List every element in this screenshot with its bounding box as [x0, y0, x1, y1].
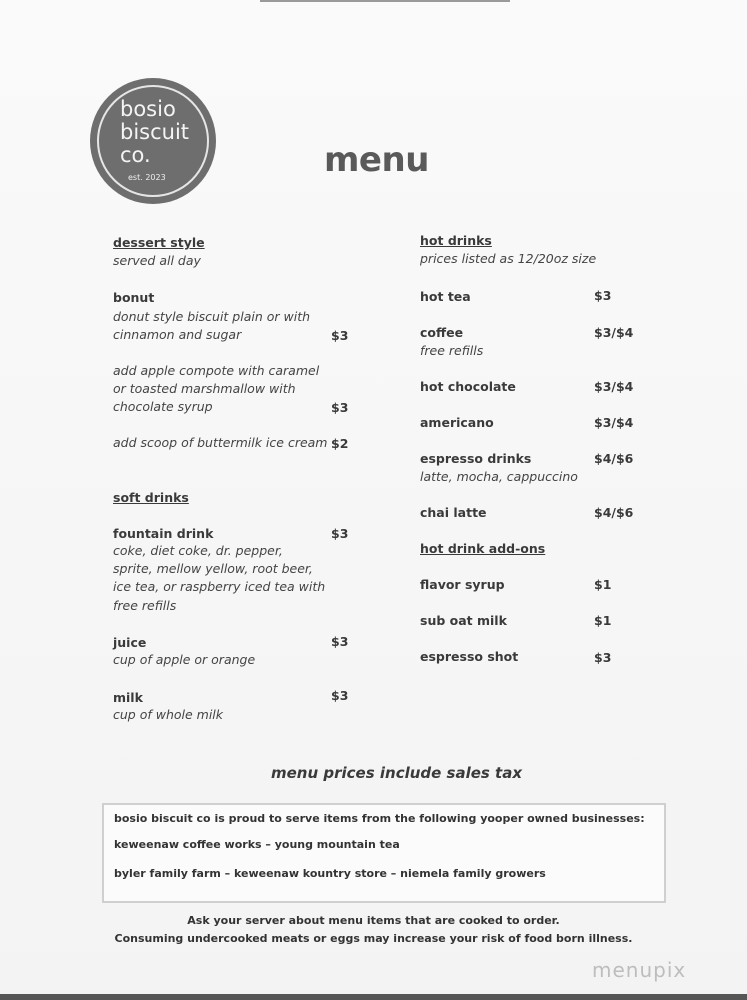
- coffee-price: $3/$4: [594, 325, 634, 340]
- milk-name: milk: [113, 690, 143, 705]
- juice-desc: cup of apple or orange: [113, 652, 256, 667]
- juice-name: juice: [113, 635, 147, 650]
- hot-chocolate-name: hot chocolate: [420, 379, 516, 394]
- soft-drinks-heading: soft drinks: [113, 490, 189, 505]
- hot-drinks-heading: hot drinks: [420, 233, 492, 248]
- americano-price: $3/$4: [594, 415, 634, 430]
- espresso-shot-price: $3: [594, 650, 612, 665]
- fountain-price: $3: [331, 526, 349, 541]
- chai-latte-name: chai latte: [420, 505, 487, 520]
- milk-price: $3: [331, 688, 349, 703]
- box-line-3: byler family farm – keweenaw kountry store – niemela family growers: [114, 867, 546, 880]
- hot-chocolate-price: $3/$4: [594, 379, 634, 394]
- espresso-drinks-price: $4/$6: [594, 451, 634, 466]
- hot-tea-name: hot tea: [420, 289, 471, 304]
- fountain-desc-2: sprite, mellow yellow, root beer,: [113, 561, 313, 576]
- box-line-1: bosio biscuit co is proud to serve items from the following yooper owned businesses:: [114, 812, 645, 825]
- americano-name: americano: [420, 415, 494, 430]
- footer-line-2: Consuming undercooked meats or eggs may increase your risk of food born illness.: [114, 932, 633, 945]
- hot-tea-price: $3: [594, 288, 612, 303]
- bonut-desc-2: cinnamon and sugar: [113, 327, 242, 342]
- scan-edge-bottom: [0, 994, 747, 1000]
- tax-note: menu prices include sales tax: [271, 764, 523, 782]
- box-line-2: keweenaw coffee works – young mountain tea: [114, 838, 400, 851]
- bonut-name: bonut: [113, 290, 155, 305]
- logo-text: bosio biscuit co.: [120, 97, 190, 167]
- flavor-syrup-price: $1: [594, 577, 612, 592]
- chai-latte-price: $4/$6: [594, 505, 634, 520]
- scan-edge-top: [260, 0, 510, 2]
- addon1-price: $3: [331, 400, 349, 415]
- bonut-price: $3: [331, 328, 349, 343]
- menupix-watermark: menupix: [592, 958, 687, 982]
- menu-title: menu: [324, 140, 429, 180]
- local-businesses-box: [102, 803, 666, 903]
- fountain-desc-4: free refills: [113, 598, 177, 613]
- addon1-desc-3: chocolate syrup: [113, 399, 213, 414]
- dessert-heading: dessert style: [113, 235, 205, 250]
- oat-milk-name: sub oat milk: [420, 613, 507, 628]
- addon1-desc-2: or toasted marshmallow with: [113, 381, 296, 396]
- milk-desc: cup of whole milk: [113, 707, 224, 722]
- bonut-desc-1: donut style biscuit plain or with: [113, 309, 311, 324]
- addon2-price: $2: [331, 436, 349, 451]
- fountain-desc-1: coke, diet coke, dr. pepper,: [113, 543, 283, 558]
- fountain-desc-3: ice tea, or raspberry iced tea with: [113, 579, 326, 594]
- coffee-desc: free refills: [420, 343, 484, 358]
- espresso-drinks-desc: latte, mocha, cappuccino: [420, 469, 578, 484]
- logo-est: est. 2023: [128, 173, 166, 182]
- addon1-desc-1: add apple compote with caramel: [113, 363, 320, 378]
- hot-drinks-subtitle: prices listed as 12/20oz size: [420, 251, 597, 266]
- flavor-syrup-name: flavor syrup: [420, 577, 505, 592]
- footer-line-1: Ask your server about menu items that are cooked to order.: [187, 914, 560, 927]
- espresso-drinks-name: espresso drinks: [420, 451, 532, 466]
- addon2-desc: add scoop of buttermilk ice cream: [113, 435, 328, 450]
- juice-price: $3: [331, 634, 349, 649]
- fountain-name: fountain drink: [113, 526, 214, 541]
- dessert-subtitle: served all day: [113, 253, 201, 268]
- bosio-logo: [92, 80, 214, 202]
- coffee-name: coffee: [420, 325, 464, 340]
- add-ons-heading: hot drink add-ons: [420, 541, 546, 556]
- espresso-shot-name: espresso shot: [420, 649, 519, 664]
- oat-milk-price: $1: [594, 613, 612, 628]
